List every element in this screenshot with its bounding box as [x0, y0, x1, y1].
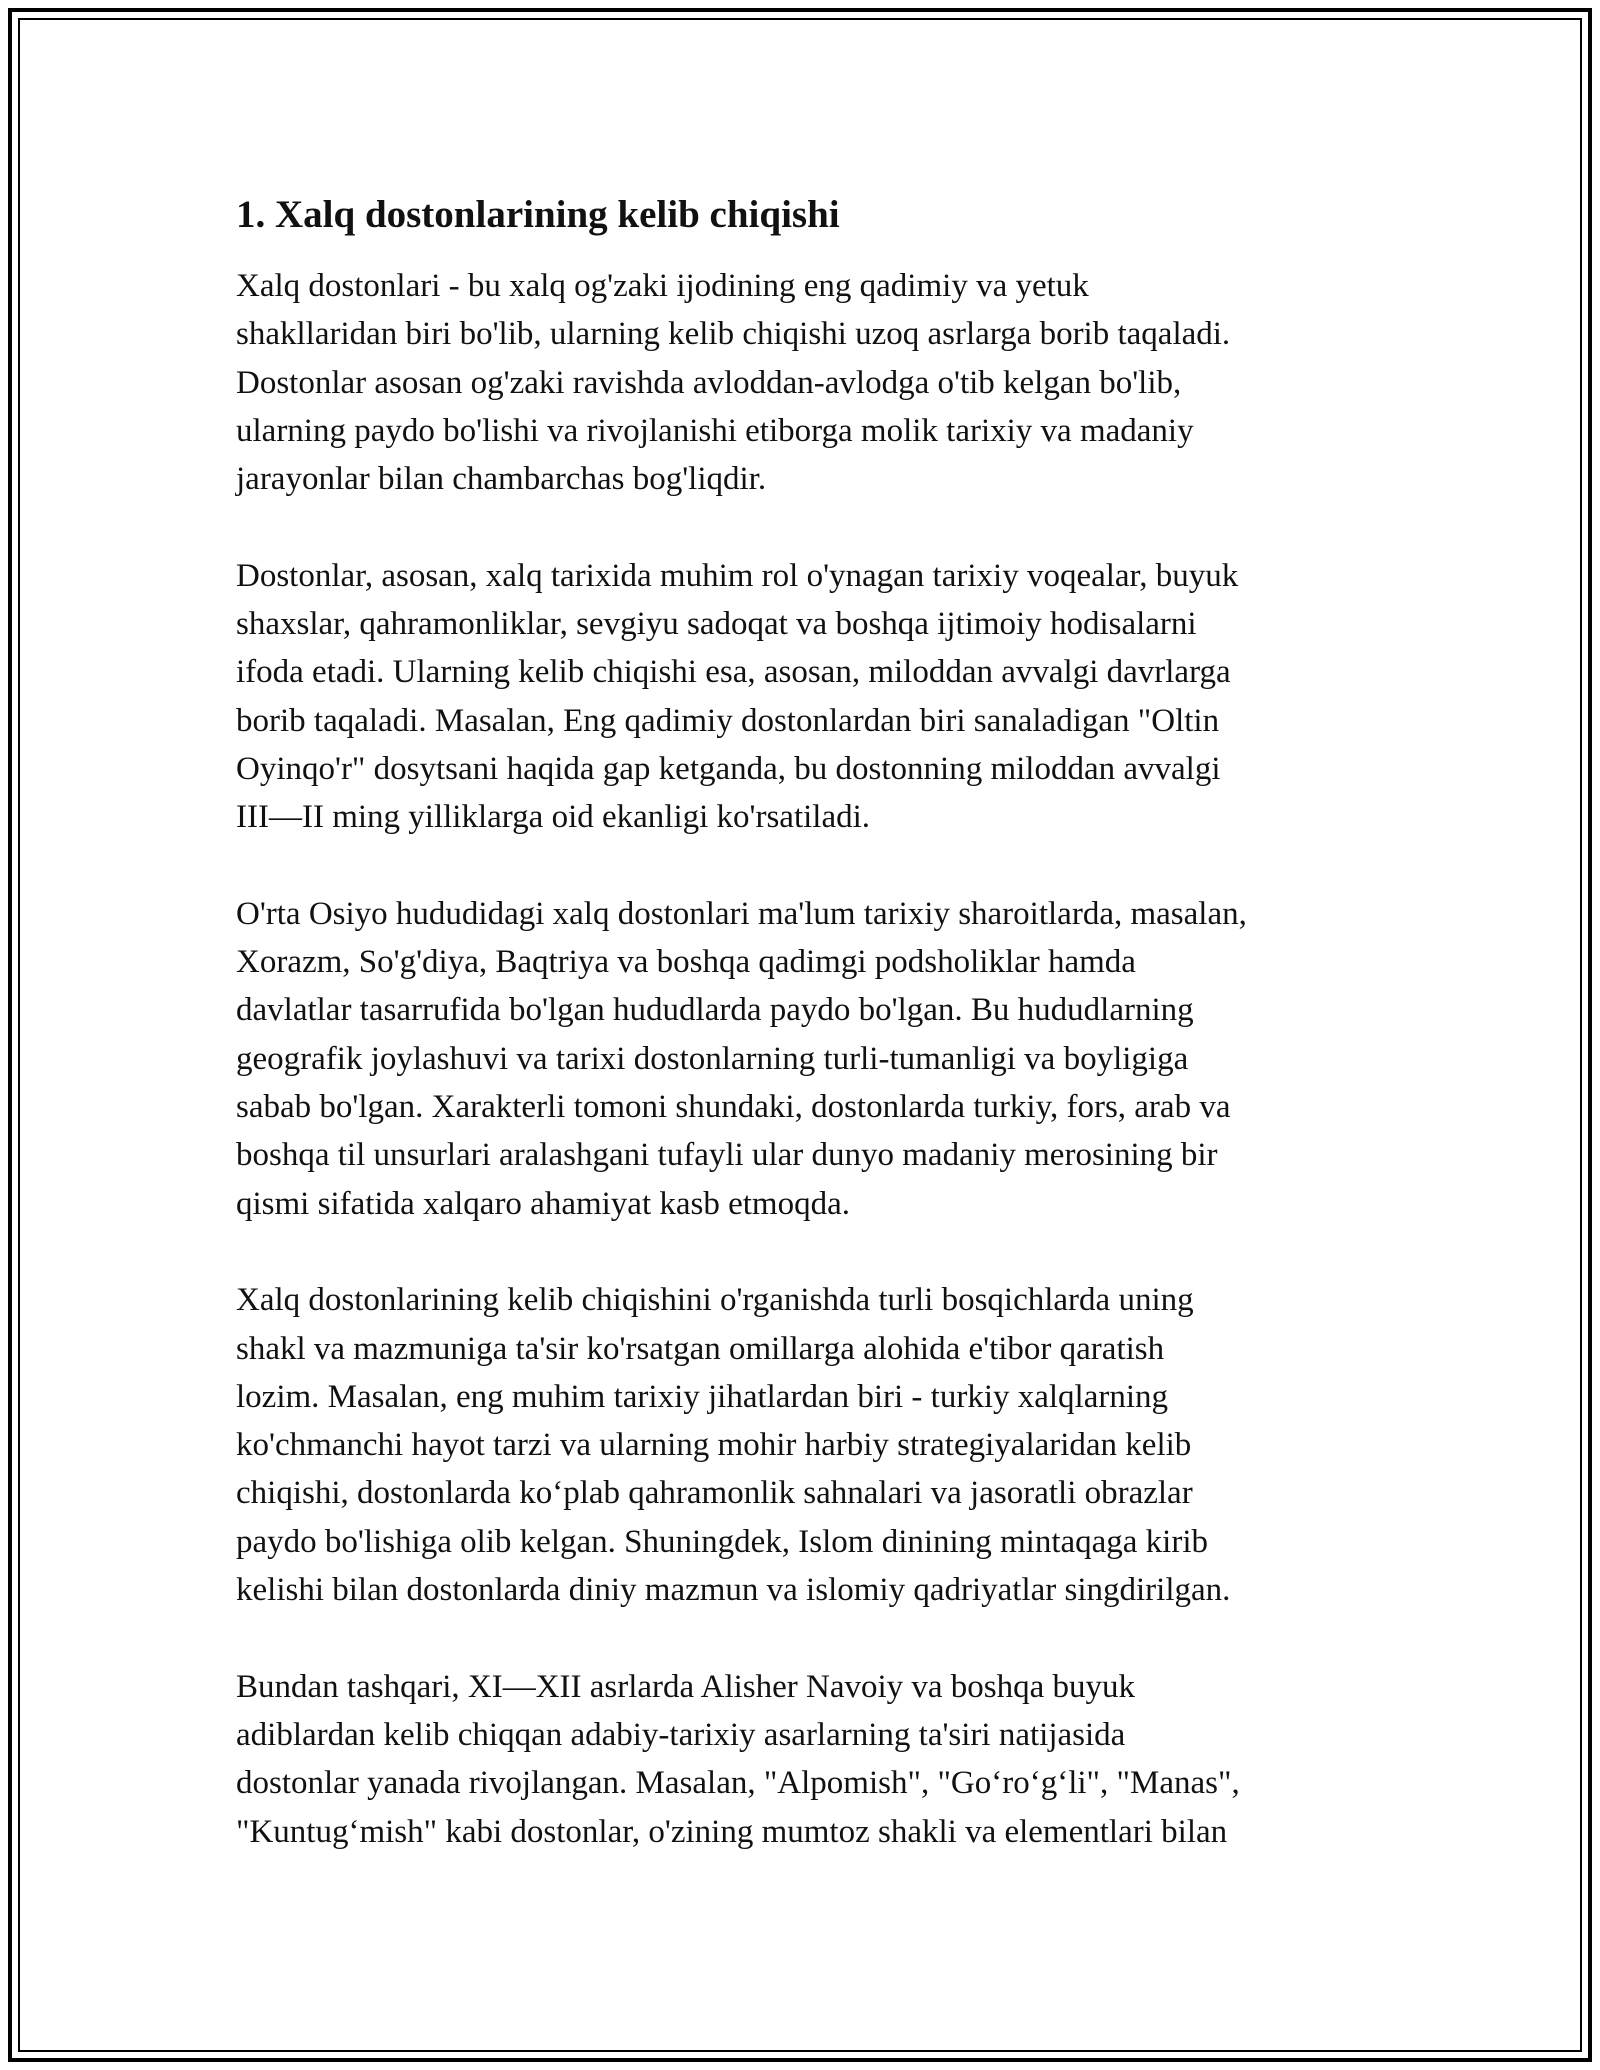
paragraph-2	[236, 552, 1366, 842]
text-line: III—II ming yilliklarga oid ekanligi ko'rsatiladi.	[236, 799, 871, 836]
text-line: Oyinqo'r" dosytsani haqida gap ketganda, bu dostonning miloddan avvalgi	[236, 750, 1221, 787]
text-line: Bundan tashqari, XI—XII asrlarda Alisher Navoiy va boshqa buyuk	[236, 1668, 1136, 1705]
text-line: paydo bo'lishiga olib kelgan. Shuningdek, Islom dinining mintaqaga kirib	[236, 1523, 1209, 1560]
text-line: shakl va mazmuniga ta'sir ko'rsatgan omillarga alohida e'tibor qaratish	[236, 1330, 1165, 1367]
paragraph-3	[236, 890, 1366, 1228]
text-line: geografik joylashuvi va tarixi dostonlarning turli-tumanligi va boyligiga	[236, 1040, 1189, 1077]
text-line: sabab bo'lgan. Xarakterli tomoni shundaki, dostonlarda turkiy, fors, arab va	[236, 1089, 1231, 1126]
section-heading: 1. Xalq dostonlarining kelib chiqishi	[236, 193, 840, 236]
text-line: adiblardan kelib chiqqan adabiy-tarixiy asarlarning ta'siri natijasida	[236, 1716, 1126, 1753]
paragraph-1	[236, 262, 1366, 503]
text-line: kelishi bilan dostonlarda diniy mazmun va islomiy qadriyatlar singdirilgan.	[236, 1572, 1231, 1609]
text-line: boshqa til unsurlari aralashgani tufayli ular dunyo madaniy merosining bir	[236, 1137, 1218, 1174]
text-line: chiqishi, dostonlarda ko‘plab qahramonlik sahnalari va jasoratli obrazlar	[236, 1475, 1193, 1512]
paragraph-4	[236, 1276, 1366, 1614]
text-line: ko'chmanchi hayot tarzi va ularning mohir harbiy strategiyalaridan kelib	[236, 1427, 1192, 1464]
text-line: ularning paydo bo'lishi va rivojlanishi etiborga molik tarixiy va madaniy	[236, 412, 1194, 449]
text-line: lozim. Masalan, eng muhim tarixiy jihatlardan biri - turkiy xalqlarning	[236, 1378, 1169, 1415]
text-line: jarayonlar bilan chambarchas bog'liqdir.	[236, 461, 767, 498]
text-line: qismi sifatida xalqaro ahamiyat kasb etmoqda.	[236, 1185, 850, 1222]
text-line: Dostonlar asosan og'zaki ravishda avloddan-avlodga o'tib kelgan bo'lib,	[236, 364, 1182, 401]
text-line: Dostonlar, asosan, xalq tarixida muhim rol o'ynagan tarixiy voqealar, buyuk	[236, 557, 1239, 594]
text-line: Xalq dostonlari - bu xalq og'zaki ijodining eng qadimiy va yetuk	[236, 268, 1089, 304]
paragraph-5	[236, 1663, 1366, 1856]
text-line: dostonlar yanada rivojlangan. Masalan, "Alpomish", "Go‘ro‘g‘li", "Manas",	[236, 1765, 1240, 1802]
text-line: O'rta Osiyo hududidagi xalq dostonlari ma'lum tarixiy sharoitlarda, masalan,	[236, 895, 1247, 932]
text-line: Xorazm, So'g'diya, Baqtriya va boshqa qadimgi podsholiklar hamda	[236, 944, 1136, 981]
text-line: "Kuntug‘mish" kabi dostonlar, o'zining mumtoz shakli va elementlari bilan	[236, 1813, 1228, 1850]
text-line: ifoda etadi. Ularning kelib chiqishi esa, asosan, miloddan avvalgi davrlarga	[236, 654, 1231, 691]
document-body	[236, 190, 1366, 1856]
text-line: Xalq dostonlarining kelib chiqishini o'rganishda turli bosqichlarda uning	[236, 1282, 1194, 1319]
text-line: shakllaridan biri bo'lib, ularning kelib chiqishi uzoq asrlarga borib taqaladi.	[236, 316, 1231, 353]
text-line: davlatlar tasarrufida bo'lgan hududlarda paydo bo'lgan. Bu hududlarning	[236, 992, 1194, 1029]
text-line: borib taqaladi. Masalan, Eng qadimiy dostonlardan biri sanaladigan "Oltin	[236, 702, 1220, 739]
text-line: shaxslar, qahramonliklar, sevgiyu sadoqat va boshqa ijtimoiy hodisalarni	[236, 606, 1197, 643]
